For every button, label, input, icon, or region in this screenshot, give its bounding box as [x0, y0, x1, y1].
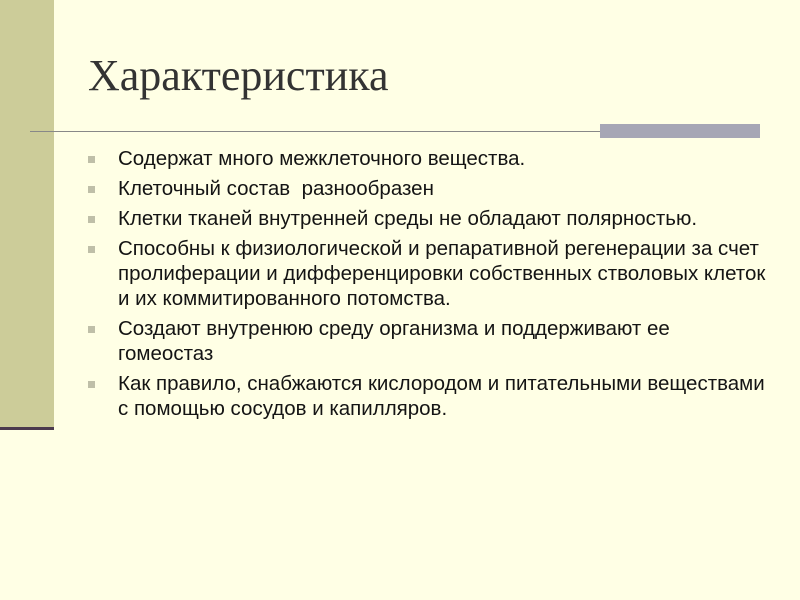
bullet-item [88, 236, 768, 311]
title-accent-bar [600, 124, 760, 138]
square-bullet-icon [88, 381, 95, 388]
bullet-text: Способны к физиологической и репаративной регенерации за счет пролиферации и дифференцировки собственных стволовых клеток и их коммитированного потомства. [118, 237, 766, 310]
bullet-text: Создают внутренюю среду организма и поддерживают ее гомеостаз [118, 317, 670, 365]
left-band-edge [0, 427, 54, 430]
bullet-item [88, 316, 768, 366]
square-bullet-icon [88, 326, 95, 333]
bullet-item [88, 146, 768, 171]
square-bullet-icon [88, 246, 95, 253]
slide-title: Характеристика [88, 51, 389, 100]
square-bullet-icon [88, 186, 95, 193]
bullet-text: Клеточный состав разнообразен [118, 177, 434, 200]
bullet-text: Клетки тканей внутренней среды не обладают полярностью. [118, 207, 698, 230]
bullet-item [88, 371, 768, 421]
bullet-item [88, 206, 768, 231]
bullet-text: Содержат много межклеточного вещества. [118, 147, 526, 170]
square-bullet-icon [88, 156, 95, 163]
bullet-item [88, 176, 768, 201]
bullet-text: Как правило, снабжаются кислородом и питательными веществами с помощью сосудов и капилляров. [118, 372, 765, 420]
left-decorative-band [0, 0, 54, 427]
bullet-list [88, 146, 768, 426]
square-bullet-icon [88, 216, 95, 223]
